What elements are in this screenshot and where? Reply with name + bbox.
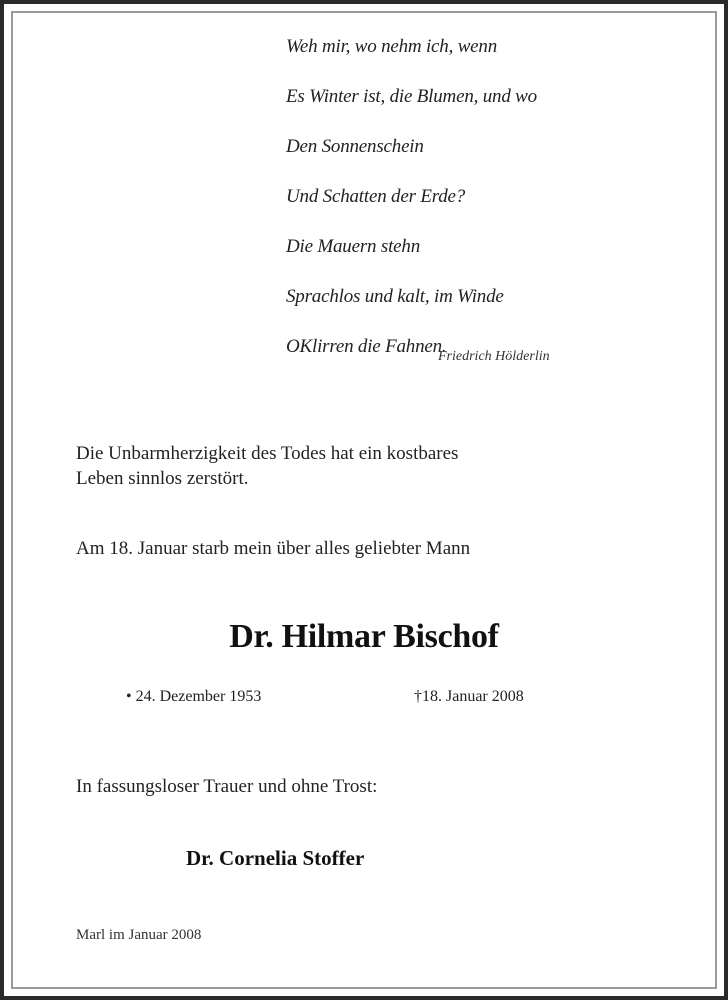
signer-name: Dr. Cornelia Stoffer	[186, 846, 365, 870]
intro-paragraph	[76, 441, 458, 491]
poem-line: Die Mauern stehn	[286, 236, 420, 257]
poem-line: Es Winter ist, die Blumen, und wo	[286, 86, 537, 107]
poem-author: Friedrich Hölderlin	[438, 349, 550, 364]
announcement: Am 18. Januar starb mein über alles geliebter Mann	[76, 538, 471, 559]
poem-line: OKlirren die Fahnen.	[286, 336, 447, 357]
poem	[286, 22, 537, 360]
poem-line: Weh mir, wo nehm ich, wenn	[286, 36, 497, 57]
birth-date: • 24. Dezember 1953	[126, 688, 262, 705]
death-date: †18. Januar 2008	[414, 688, 524, 705]
deceased-name: Dr. Hilmar Bischof	[229, 618, 499, 655]
mourning-text: In fassungsloser Trauer und ohne Trost:	[76, 776, 378, 797]
poem-line: Und Schatten der Erde?	[286, 186, 466, 207]
poem-line: Sprachlos und kalt, im Winde	[286, 286, 504, 307]
intro-line: Leben sinnlos zerstört.	[76, 468, 249, 489]
poem-line: Den Sonnenschein	[286, 136, 424, 157]
place-date: Marl im Januar 2008	[76, 927, 202, 943]
intro-line: Die Unbarmherzigkeit des Todes hat ein kostbares	[76, 443, 459, 464]
